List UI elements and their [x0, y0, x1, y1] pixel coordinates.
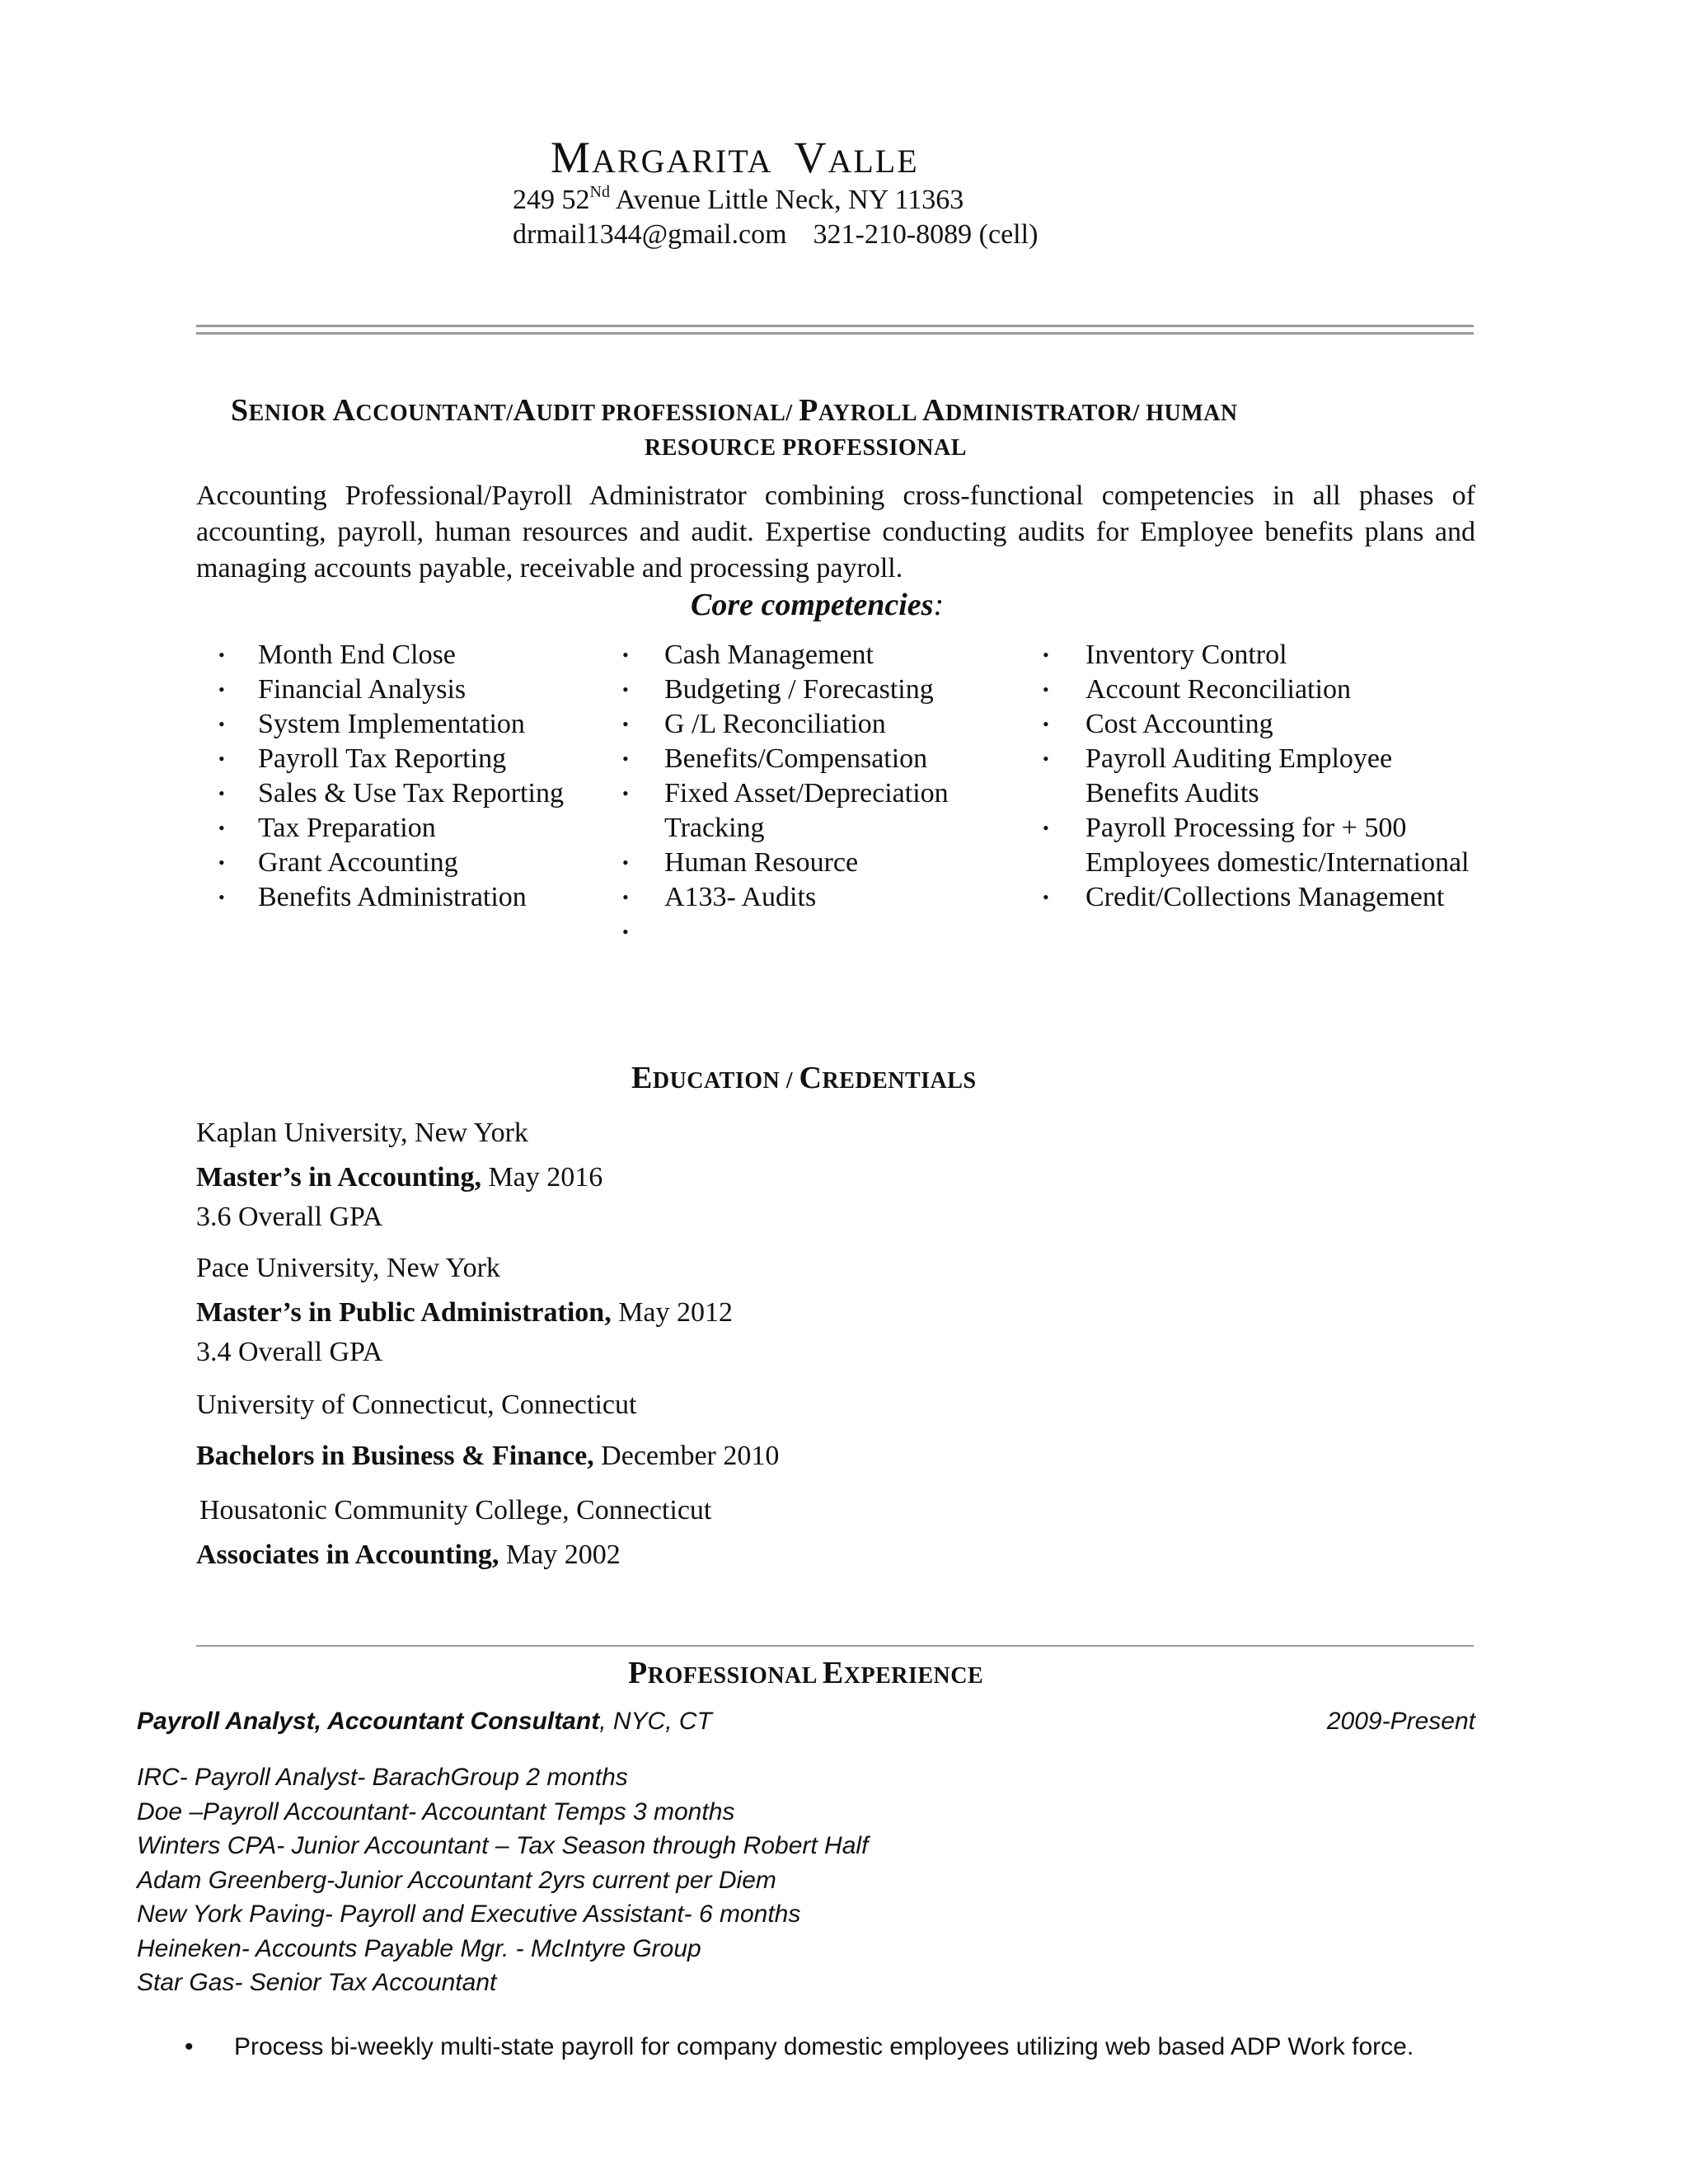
list-item: • Credit/Collections Management — [1043, 882, 1445, 912]
list-item: • Human Resource — [622, 847, 859, 878]
list-item: • Cash Management — [622, 640, 874, 670]
education-degree: Master’s in Accounting, May 2016 — [196, 1162, 603, 1193]
list-item: • Grant Accounting — [218, 847, 458, 878]
list-item: • Payroll Auditing Employee — [1043, 743, 1393, 774]
list-item-empty: • — [622, 921, 629, 942]
experience-title: PROFESSIONAL EXPERIENCE — [628, 1656, 984, 1690]
headline-line-2: RESOURCE PROFESSIONAL — [645, 435, 967, 461]
list-item: • Payroll Processing for + 500 — [1043, 813, 1407, 843]
list-item: • Cost Accounting — [1043, 709, 1273, 739]
position-entry: Star Gas- Senior Tax Accountant — [137, 1969, 497, 1996]
email[interactable]: drmail1344@gmail.com — [513, 219, 787, 250]
responsibilities-list — [185, 2032, 1470, 2062]
experience-divider — [196, 1645, 1474, 1647]
list-item: • A133- Audits — [622, 882, 817, 912]
education-gpa: 3.6 Overall GPA — [196, 1202, 383, 1232]
position-entry: New York Paving- Payroll and Executive Assistant- 6 months — [137, 1900, 801, 1928]
competencies-column-3 — [1043, 638, 1470, 915]
list-item: • Account Reconciliation — [1043, 674, 1351, 705]
header-divider — [196, 325, 1474, 335]
list-item: • Budgeting / Forecasting — [622, 674, 934, 705]
education-degree: Associates in Accounting, May 2002 — [196, 1540, 621, 1570]
list-item-continued: Tracking — [664, 813, 765, 843]
list-item: • Financial Analysis — [218, 674, 467, 705]
professional-summary: Accounting Professional/Payroll Administrator combining cross-functional competencies in all phases of accounting, payroll, human resources and audit. Expertise conducting audits for Employee benefits plans and managing accounts payable, receivable and processing payroll. — [196, 480, 1475, 583]
job-dates: 2009-Present — [1326, 1708, 1475, 1735]
phone: 321-210-8089 (cell) — [813, 219, 1039, 250]
list-item: • Process bi-weekly multi-state payroll for company domestic employees utilizing web based ADP Work force. — [185, 2033, 1414, 2060]
education-school: University of Connecticut, Connecticut — [196, 1390, 637, 1420]
education-title: EDUCATION / CREDENTIALS — [631, 1061, 977, 1095]
position-entry: IRC- Payroll Analyst- BarachGroup 2 months — [137, 1764, 628, 1791]
competencies-column-1 — [218, 638, 564, 915]
list-item: • Fixed Asset/Depreciation — [622, 778, 949, 808]
list-item: • G /L Reconciliation — [622, 709, 886, 739]
list-item: • Benefits Administration — [218, 882, 527, 912]
position-entry: Winters CPA- Junior Accountant – Tax Season through Robert Half — [137, 1832, 869, 1859]
candidate-name: MARGARITA VALLE — [551, 133, 919, 182]
education-degree: Bachelors in Business & Finance, December 2010 — [196, 1441, 780, 1471]
list-item: • Inventory Control — [1043, 640, 1287, 670]
education-school: Housatonic Community College, Connecticut — [199, 1495, 712, 1526]
list-item-continued: Benefits Audits — [1085, 778, 1259, 808]
competencies-column-2 — [622, 638, 949, 949]
position-entry: Heineken- Accounts Payable Mgr. - McIntyre Group — [137, 1934, 701, 1962]
list-item: • Month End Close — [218, 640, 456, 670]
education-gpa: 3.4 Overall GPA — [196, 1337, 383, 1367]
list-item: • Sales & Use Tax Reporting — [218, 778, 564, 808]
core-competencies-title: Core competencies: — [691, 588, 945, 622]
contact-line — [513, 219, 1038, 251]
position-entry: Adam Greenberg-Junior Accountant 2yrs current per Diem — [137, 1866, 776, 1894]
positions-list — [137, 1760, 868, 2000]
list-item-continued: Employees domestic/International — [1085, 847, 1470, 878]
headline-line-1: SENIOR ACCOUNTANT/AUDIT PROFESSIONAL/ PAYROLL ADMINISTRATOR/ HUMAN — [231, 393, 1238, 428]
education-school: Kaplan University, New York — [196, 1118, 528, 1148]
position-entry: Doe –Payroll Accountant- Accountant Temps 3 months — [137, 1797, 735, 1825]
address: 249 52Nd Avenue Little Neck, NY 11363 — [513, 183, 964, 215]
education-degree: Master’s in Public Administration, May 2012 — [196, 1297, 734, 1328]
list-item: • Benefits/Compensation — [622, 743, 928, 774]
job-title: Payroll Analyst, Accountant Consultant, NYC, CT — [137, 1708, 712, 1735]
list-item: • Tax Preparation — [218, 813, 436, 843]
list-item: • Payroll Tax Reporting — [218, 743, 507, 774]
list-item: • System Implementation — [218, 709, 525, 739]
education-school: Pace University, New York — [196, 1253, 500, 1283]
